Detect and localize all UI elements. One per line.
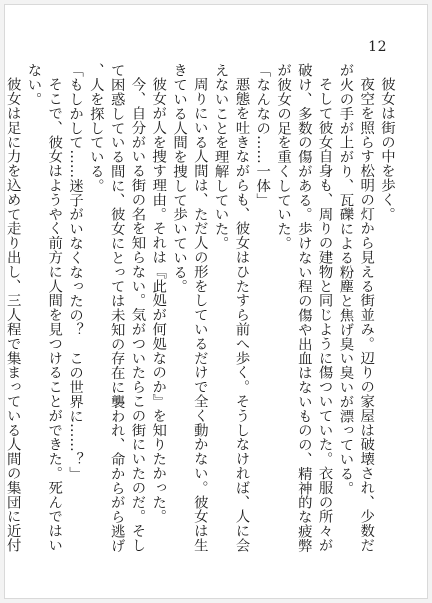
dialogue-line: 「なんなの……一体」: [254, 63, 271, 207]
paragraph: 夜空を照らす松明の灯から見える街並み。辺りの家屋は破壊され、少数だが火の手が上がり、瓦礫による粉塵と焦げ臭い臭いが漂っている。: [337, 63, 375, 553]
paragraph: 今、自分がいる街の名を知らない。気がついたらこの街にいたのだ。そして困惑している間に、彼女にとっては未知の存在に襲われ、命からがら逃げ、人を探している。: [87, 63, 146, 553]
paragraph: そして彼女自身も、周りの建物と同じように傷ついていた。衣服の所々が破け、多数の傷がある。歩けない程の傷や出血はないものの、精神的な疲弊が彼女の足を重くしていた。: [275, 63, 333, 553]
dialogue-line: 「もしかして……迷子がいなくなったの？ この世界に……？」: [67, 63, 84, 481]
page-number: 12: [368, 39, 387, 55]
paragraph: 悪態を吐きながらも、彼女はひたすら前へ歩く。そうしなければ、人に会えないことを理解していた。: [212, 63, 250, 553]
paragraph: 彼女は街の中を歩く。: [379, 77, 395, 222]
vertical-text-body: [4, 63, 397, 563]
paragraph: そこで、彼女はようやく前方に人間を見つけることができた。死んではいない。: [25, 63, 63, 553]
paragraph: 彼女が人を捜す理由。それは『此処が何処なのか』を知りたかった。: [150, 77, 167, 524]
paragraph: 彼女は足に力を込めて走り出し、三人程で集まっている人間の集団に近付: [4, 77, 21, 553]
book-page: [4, 4, 428, 599]
paragraph: 周りにいる人間は、ただ人の形をしているだけで全く動かない。彼女は生きている人間を捜して歩いている。: [171, 63, 208, 553]
